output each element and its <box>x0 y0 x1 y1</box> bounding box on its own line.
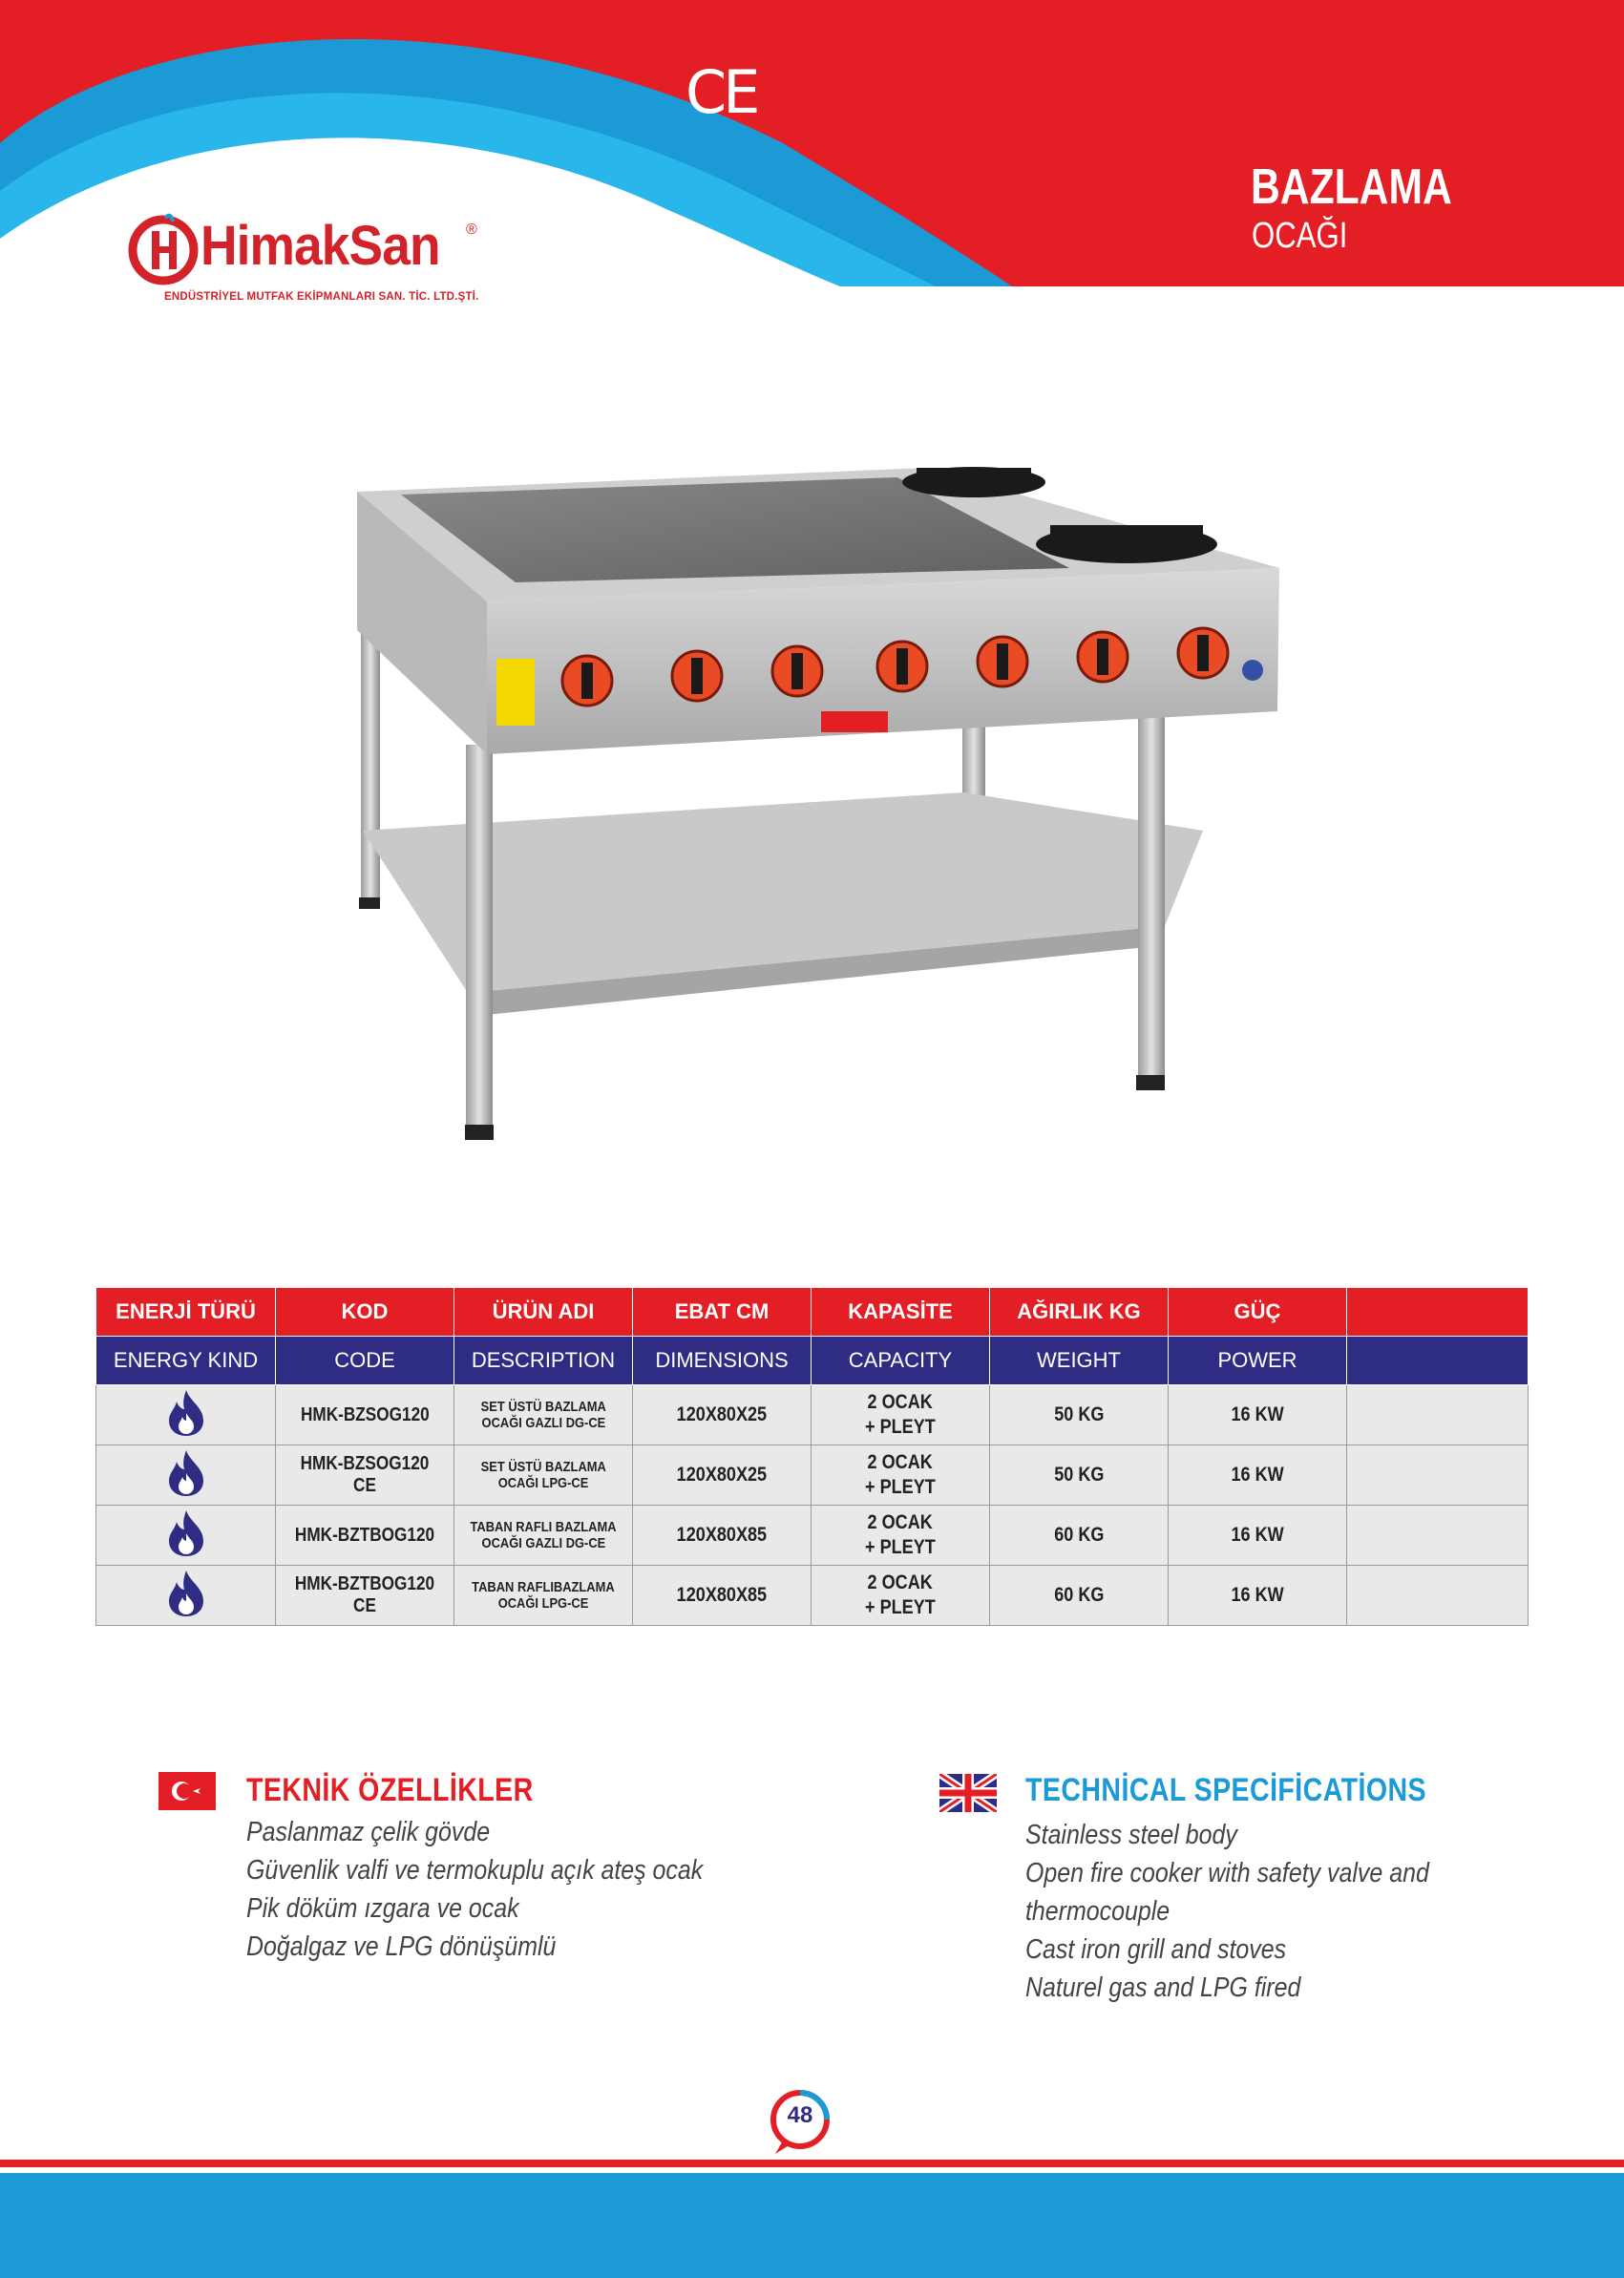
uk-flag-icon <box>939 1774 997 1812</box>
header-name-en: DESCRIPTION <box>454 1337 633 1385</box>
power-cell: 16 KW <box>1169 1506 1347 1566</box>
himaksan-logo-icon <box>127 212 203 288</box>
page-number: 48 <box>787 2102 813 2128</box>
list-item: Paslanmaz çelik gövde <box>246 1817 491 1847</box>
energy-cell <box>96 1566 276 1626</box>
flame-icon <box>165 1448 207 1498</box>
table-row <box>96 1566 1529 1626</box>
header-capacity-en: CAPACITY <box>812 1337 990 1385</box>
description-cell: TABAN RAFLIBAZLAMA OCAĞI LPG-CE <box>454 1566 633 1626</box>
capacity-cell: 2 OCAK + PLEYT <box>812 1566 990 1626</box>
ce-mark: CE <box>685 57 757 127</box>
burner-back <box>902 467 1045 497</box>
empty-cell <box>1347 1445 1529 1506</box>
list-item: Open fire cooker with safety valve and <box>1025 1858 1429 1888</box>
header-power-tr: GÜÇ <box>1169 1288 1347 1337</box>
product-subtitle: OCAĞI <box>1252 216 1348 256</box>
weight-cell: 60 KG <box>990 1506 1169 1566</box>
registered-mark: ® <box>466 221 477 238</box>
code-cell: HMK-BZTBOG120 <box>276 1506 454 1566</box>
header-code-en: CODE <box>276 1337 454 1385</box>
capacity-cell: 2 OCAK + PLEYT <box>812 1385 990 1445</box>
product-title: BAZLAMA <box>1251 159 1452 215</box>
list-item: thermocouple <box>1025 1896 1171 1927</box>
code-cell: HMK-BZSOG120 <box>276 1385 454 1445</box>
dimensions-cell: 120X80X25 <box>633 1385 812 1445</box>
description-cell: SET ÜSTÜ BAZLAMA OCAĞI GAZLI DG-CE <box>454 1385 633 1445</box>
header-dims-en: DIMENSIONS <box>633 1337 812 1385</box>
empty-cell <box>1347 1385 1529 1445</box>
list-item: Doğalgaz ve LPG dönüşümlü <box>246 1931 557 1962</box>
table-row <box>96 1445 1529 1506</box>
header-row-en <box>96 1337 1529 1385</box>
features-list-en <box>1025 1816 1429 2007</box>
energy-cell <box>96 1385 276 1445</box>
flame-icon <box>165 1569 207 1618</box>
features-list-tr <box>246 1813 703 1966</box>
description-cell: SET ÜSTÜ BAZLAMA OCAĞI LPG-CE <box>454 1445 633 1506</box>
header-energy-en: ENERGY KIND <box>96 1337 276 1385</box>
header-power-en: POWER <box>1169 1337 1347 1385</box>
turkish-flag-icon <box>158 1772 216 1810</box>
energy-cell <box>96 1445 276 1506</box>
header-weight-tr: AĞIRLIK KG <box>990 1288 1169 1337</box>
header-capacity-tr: KAPASİTE <box>812 1288 990 1337</box>
list-item: Stainless steel body <box>1025 1820 1237 1850</box>
brand-name: HimakSan <box>200 215 440 277</box>
brand-tagline: ENDÜSTRİYEL MUTFAK EKİPMANLARI SAN. TİC. LTD.ŞTİ. <box>164 291 479 303</box>
spec-table <box>95 1287 1529 1626</box>
power-cell: 16 KW <box>1169 1566 1347 1626</box>
table-row <box>96 1506 1529 1566</box>
header-name-tr: ÜRÜN ADI <box>454 1288 633 1337</box>
header-dims-tr: EBAT CM <box>633 1288 812 1337</box>
dimensions-cell: 120X80X25 <box>633 1445 812 1506</box>
power-cell: 16 KW <box>1169 1445 1347 1506</box>
power-cell: 16 KW <box>1169 1385 1347 1445</box>
table-row <box>96 1385 1529 1445</box>
code-cell: HMK-BZTBOG120 CE <box>276 1566 454 1626</box>
capacity-cell: 2 OCAK + PLEYT <box>812 1506 990 1566</box>
empty-cell <box>1347 1506 1529 1566</box>
header-empty-tr <box>1347 1288 1529 1337</box>
list-item: Güvenlik valfi ve termokuplu açık ateş ocak <box>246 1855 704 1886</box>
header-energy-tr: ENERJİ TÜRÜ <box>96 1288 276 1337</box>
description-cell: TABAN RAFLI BAZLAMA OCAĞI GAZLI DG-CE <box>454 1506 633 1566</box>
code-cell: HMK-BZSOG120 CE <box>276 1445 454 1506</box>
features-title-en: TECHNİCAL SPECİFİCATİONS <box>1025 1772 1426 1808</box>
energy-cell <box>96 1506 276 1566</box>
header-weight-en: WEIGHT <box>990 1337 1169 1385</box>
flame-icon <box>165 1388 207 1438</box>
list-item: Naturel gas and LPG fired <box>1025 1972 1301 2003</box>
empty-cell <box>1347 1566 1529 1626</box>
capacity-cell: 2 OCAK + PLEYT <box>812 1445 990 1506</box>
header-empty-en <box>1347 1337 1529 1385</box>
dimensions-cell: 120X80X85 <box>633 1506 812 1566</box>
weight-cell: 50 KG <box>990 1385 1169 1445</box>
header-row-tr <box>96 1288 1529 1337</box>
list-item: Cast iron grill and stoves <box>1025 1934 1287 1965</box>
dimensions-cell: 120X80X85 <box>633 1566 812 1626</box>
product-image <box>344 449 1298 1174</box>
header-code-tr: KOD <box>276 1288 454 1337</box>
weight-cell: 50 KG <box>990 1445 1169 1506</box>
burner-front <box>1036 525 1217 563</box>
features-title-tr: TEKNİK ÖZELLİKLER <box>246 1772 534 1808</box>
flame-icon <box>165 1508 207 1558</box>
list-item: Pik döküm ızgara ve ocak <box>246 1893 519 1924</box>
weight-cell: 60 KG <box>990 1566 1169 1626</box>
